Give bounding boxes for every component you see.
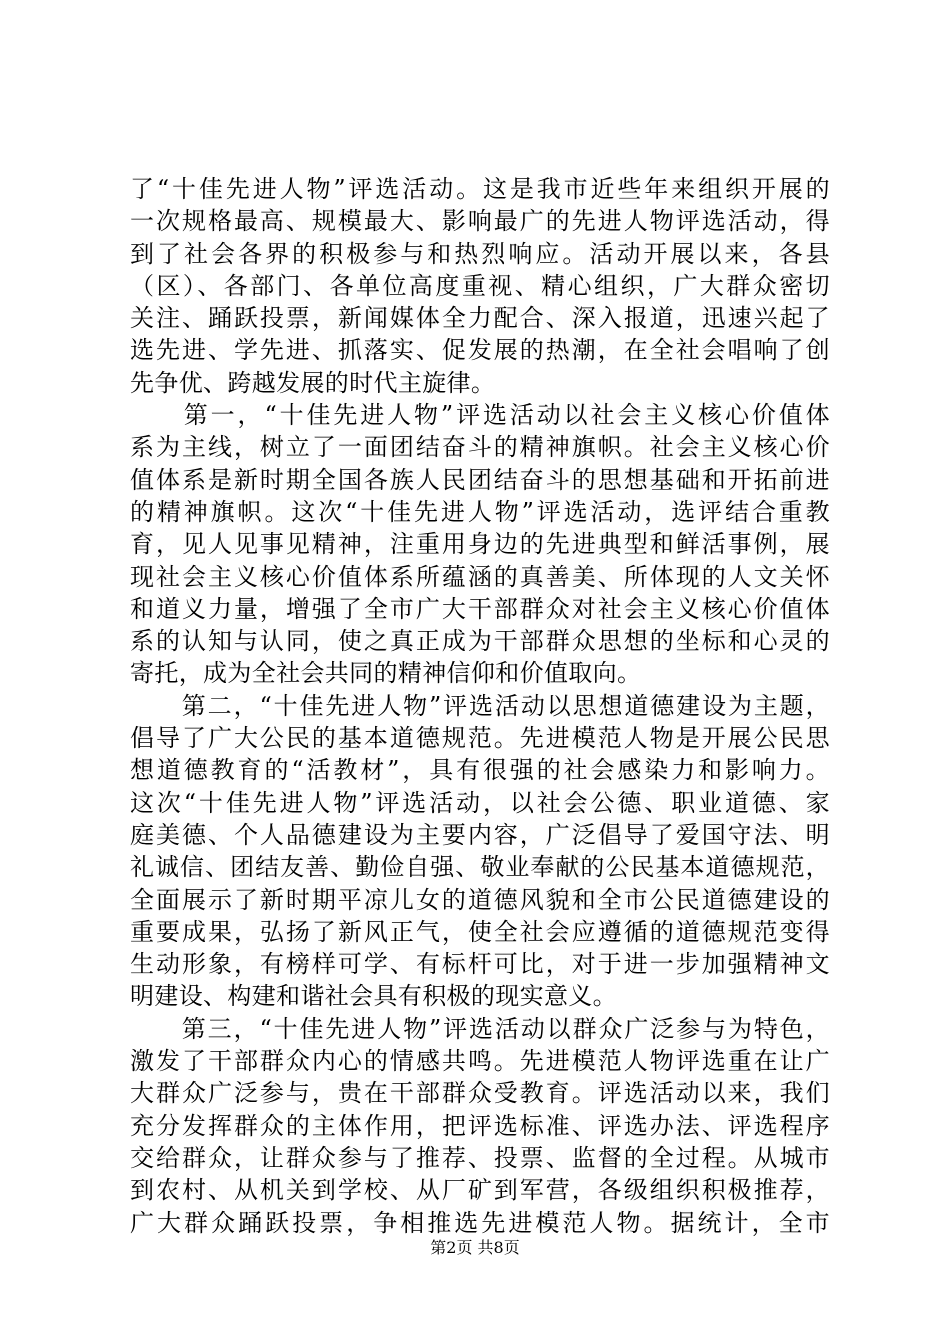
text-line: 值体系是新时期全国各族人民团结奋斗的思想基础和开拓前进 [130, 465, 830, 494]
text-line: 到了社会各界的积极参与和热烈响应。活动开展以来，各县 [130, 239, 830, 268]
text-line: 明建设、构建和谐社会具有积极的现实意义。 [130, 982, 617, 1011]
text-line: 生动形象，有榜样可学、有标杆可比，对于进一步加强精神文 [130, 950, 830, 979]
text-line: 育，见人见事见精神，注重用身边的先进典型和鲜活事例，展 [130, 530, 830, 559]
text-line: 先争优、跨越发展的时代主旋律。 [130, 368, 496, 397]
text-line: 系为主线，树立了一面团结奋斗的精神旗帜。社会主义核心价 [130, 433, 830, 462]
text-line: 充分发挥群众的主体作用，把评选标准、评选办法、评选程序 [130, 1111, 830, 1140]
text-line: 和道义力量，增强了全市广大干部群众对社会主义核心价值体 [130, 594, 830, 623]
text-line: 系的认知与认同，使之真正成为干部群众思想的坐标和心灵的 [130, 627, 830, 656]
text-line: 想道德教育的“活教材”，具有很强的社会感染力和影响力。 [130, 756, 830, 785]
text-line: 广大群众踊跃投票，争相推选先进模范人物。据统计，全市 [130, 1208, 830, 1237]
text-line: 礼诚信、团结友善、勤俭自强、敬业奉献的公民基本道德规范， [130, 853, 830, 882]
page-footer [0, 1238, 950, 1258]
text-line: 这次“十佳先进人物”评选活动，以社会公德、职业道德、家 [130, 788, 830, 817]
text-line: 激发了干部群众内心的情感共鸣。先进模范人物评选重在让广 [130, 1047, 830, 1076]
page-number: 第2页 共8页 [430, 1238, 520, 1257]
document-body [130, 173, 830, 1239]
text-line: 倡导了广大公民的基本道德规范。先进模范人物是开展公民思 [130, 724, 830, 753]
text-line: 了“十佳先进人物”评选活动。这是我市近些年来组织开展的 [130, 175, 830, 203]
text-line: （区）、各部门、各单位高度重视、精心组织，广大群众密切 [130, 271, 830, 300]
text-line: 的精神旗帜。这次“十佳先进人物”评选活动，选评结合重教 [130, 497, 830, 526]
text-line: 寄托，成为全社会共同的精神信仰和价值取向。 [130, 659, 642, 688]
text-line: 全面展示了新时期平凉儿女的道德风貌和全市公民道德建设的 [130, 885, 830, 914]
text-line: 到农村、从机关到学校、从厂矿到军营，各级组织积极推荐， [130, 1176, 830, 1205]
text-line: 第二，“十佳先进人物”评选活动以思想道德建设为主题， [130, 691, 830, 720]
text-line: 交给群众，让群众参与了推荐、投票、监督的全过程。从城市 [130, 1143, 830, 1172]
text-line: 一次规格最高、规模最大、影响最广的先进人物评选活动，得 [130, 207, 830, 236]
text-line: 选先进、学先进、抓落实、促发展的热潮，在全社会唱响了创 [130, 336, 830, 365]
text-line: 第一，“十佳先进人物”评选活动以社会主义核心价值体 [130, 401, 830, 430]
text-line: 关注、踊跃投票，新闻媒体全力配合、深入报道，迅速兴起了 [130, 304, 830, 333]
text-line: 现社会主义核心价值体系所蕴涵的真善美、所体现的人文关怀 [130, 562, 830, 591]
text-line: 大群众广泛参与，贵在干部群众受教育。评选活动以来，我们 [130, 1079, 830, 1108]
text-line: 第三，“十佳先进人物”评选活动以群众广泛参与为特色， [130, 1014, 830, 1043]
text-line: 庭美德、个人品德建设为主要内容，广泛倡导了爱国守法、明 [130, 820, 830, 849]
text-line: 重要成果，弘扬了新风正气，使全社会应遵循的道德规范变得 [130, 917, 830, 946]
